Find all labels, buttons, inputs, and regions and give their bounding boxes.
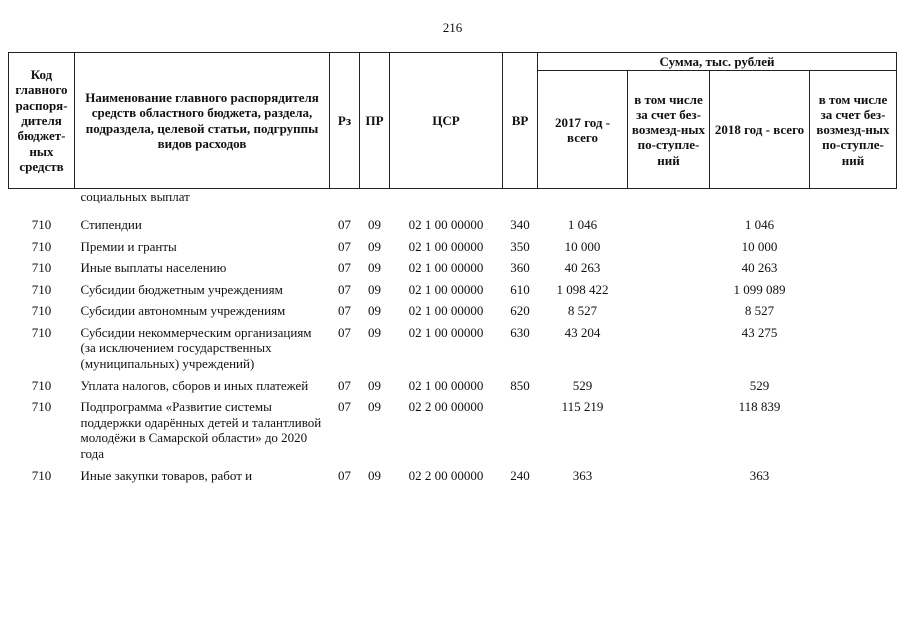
row-name: Иные закупки товаров, работ и — [80, 467, 253, 483]
row-2018-total: 43 275 — [741, 324, 778, 340]
row-2018-total: 1 046 — [744, 216, 775, 232]
row-rz: 07 — [338, 377, 351, 393]
table-row — [9, 233, 897, 255]
row-vr: 610 — [510, 281, 530, 297]
row-csr: 02 1 00 00000 — [408, 281, 484, 297]
table-row — [9, 276, 897, 298]
row-rz: 07 — [338, 324, 351, 340]
row-rz: 07 — [338, 238, 351, 254]
row-rz: 07 — [338, 216, 351, 232]
row-csr: 02 1 00 00000 — [408, 377, 484, 393]
row-2017-total: 1 098 422 — [556, 281, 609, 297]
header-vr: ВР — [503, 53, 538, 189]
row-rz: 07 — [338, 281, 351, 297]
row-2018-total: 363 — [749, 467, 770, 483]
row-vr: 340 — [510, 216, 530, 232]
row-name: Субсидии автономным учреждениям — [80, 303, 286, 319]
row-pr: 09 — [368, 399, 381, 415]
row-pr: 09 — [368, 216, 381, 232]
header-code: Код главного распоря-дителя бюджет-ных средств — [9, 53, 75, 189]
row-pr: 09 — [368, 281, 381, 297]
row-pr: 09 — [368, 238, 381, 254]
row-vr: 620 — [510, 303, 530, 319]
row-2017-total: 529 — [572, 377, 593, 393]
table-row — [9, 297, 897, 319]
row-2018-total: 1 099 089 — [733, 281, 786, 297]
row-2017-total: 115 219 — [561, 399, 604, 415]
row-csr: 02 1 00 00000 — [408, 238, 484, 254]
row-rz: 07 — [338, 399, 351, 415]
row-pr: 09 — [368, 377, 381, 393]
row-code: 710 — [31, 216, 52, 232]
row-code: 710 — [31, 281, 52, 297]
row-name: Субсидии бюджетным учреждениям — [80, 281, 283, 297]
header-2018-grants: в том числе за счет без-возмезд-ных по-ступле-ний — [810, 71, 897, 189]
header-pr: ПР — [360, 53, 390, 189]
row-code: 710 — [31, 399, 52, 415]
header-2017-grants: в том числе за счет без-возмезд-ных по-ступле-ний — [628, 71, 710, 189]
continuation-text: социальных выплат — [80, 189, 190, 205]
budget-table — [8, 52, 897, 483]
row-rz: 07 — [338, 260, 351, 276]
row-2018-total: 40 263 — [741, 260, 778, 276]
row-2017-total: 1 046 — [567, 216, 598, 232]
row-vr: 350 — [510, 238, 530, 254]
row-code: 710 — [31, 377, 52, 393]
row-rz: 07 — [338, 303, 351, 319]
row-pr: 09 — [368, 324, 381, 340]
row-2017-total: 43 204 — [564, 324, 601, 340]
row-rz: 07 — [338, 467, 351, 483]
row-pr: 09 — [368, 467, 381, 483]
row-csr: 02 1 00 00000 — [408, 303, 484, 319]
table-row — [9, 205, 897, 233]
table-row — [9, 319, 897, 372]
row-pr: 09 — [368, 303, 381, 319]
row-code: 710 — [31, 324, 52, 340]
header-csr: ЦСР — [390, 53, 503, 189]
row-2018-total: 118 839 — [738, 399, 781, 415]
row-vr — [503, 393, 538, 461]
row-pr: 09 — [368, 260, 381, 276]
row-code: 710 — [31, 303, 52, 319]
row-code: 710 — [31, 260, 52, 276]
row-csr: 02 1 00 00000 — [408, 260, 484, 276]
row-name: Иные выплаты населению — [80, 260, 227, 276]
row-2017-total: 363 — [572, 467, 593, 483]
table-row — [9, 254, 897, 276]
row-code: 710 — [31, 467, 52, 483]
row-vr: 360 — [510, 260, 530, 276]
row-2018-total: 529 — [749, 377, 770, 393]
row-name: Уплата налогов, сборов и иных платежей — [80, 377, 309, 393]
header-2018-total: 2018 год - всего — [710, 71, 810, 189]
row-name: Премии и гранты — [80, 238, 177, 254]
row-vr: 630 — [510, 324, 530, 340]
row-csr: 02 1 00 00000 — [408, 324, 484, 340]
table-row — [9, 462, 897, 484]
row-csr: 02 1 00 00000 — [408, 216, 484, 232]
continuation-row — [9, 189, 897, 205]
row-vr: 850 — [510, 377, 530, 393]
row-2018-total: 10 000 — [741, 238, 778, 254]
row-vr: 240 — [510, 467, 530, 483]
row-2018-total: 8 527 — [744, 303, 775, 319]
row-code: 710 — [31, 238, 52, 254]
row-name: Субсидии некоммерческим организациям (за исключением государственных (муниципальных) учреждений) — [80, 324, 312, 372]
row-csr: 02 2 00 00000 — [408, 467, 484, 483]
row-name: Стипендии — [80, 216, 142, 232]
row-csr: 02 2 00 00000 — [408, 399, 484, 415]
row-2017-total: 10 000 — [564, 238, 601, 254]
table-row — [9, 393, 897, 461]
header-rz: Рз — [330, 53, 360, 189]
row-2017-total: 40 263 — [564, 260, 601, 276]
header-2017-total: 2017 год - всего — [538, 71, 628, 189]
row-name: Подпрограмма «Развитие системы поддержки одарённых детей и талантливой молодёжи в Самарской области» до 2020 года — [80, 399, 322, 462]
header-name: Наименование главного распорядителя средств областного бюджета, раздела, подраздела, целевой статьи, подгруппы видов расходов — [75, 53, 330, 189]
header-sum: Сумма, тыс. рублей — [538, 53, 897, 71]
page-number: 216 — [442, 20, 463, 35]
row-2017-total: 8 527 — [567, 303, 598, 319]
table-row — [9, 372, 897, 394]
